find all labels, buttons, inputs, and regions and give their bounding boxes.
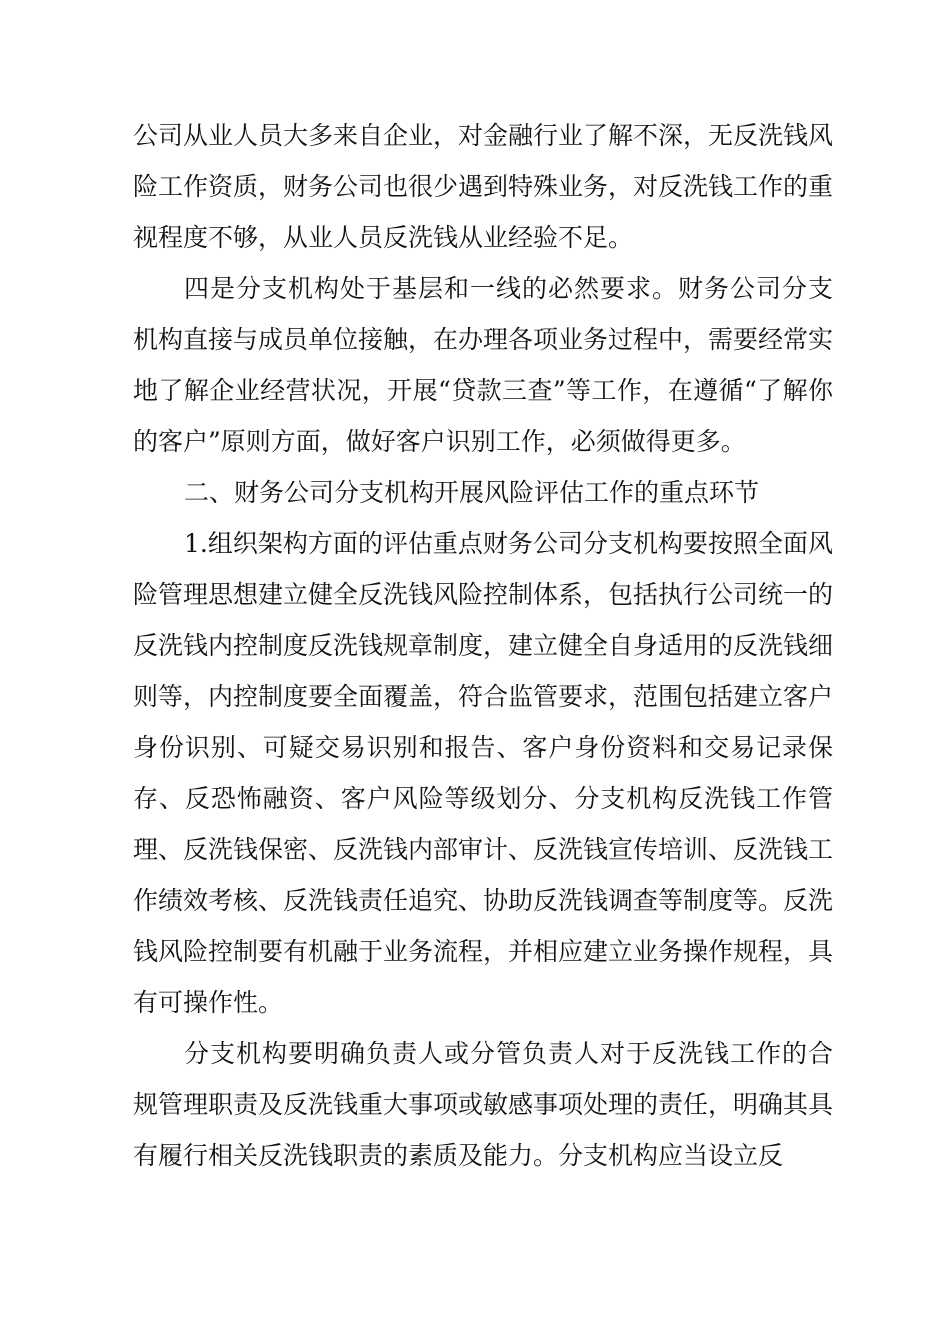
paragraph-branch-requirement: 四是分支机构处于基层和一线的必然要求。财务公司分支机构直接与成员单位接触，在办理各项业务过程中，需要经常实地了解企业经营状况，开展“贷款三查”等工作，在遵循“了解你的客户”原则方面，做好客户识别工作，必须做得更多。 <box>133 274 834 456</box>
document-page <box>133 110 833 1181</box>
section-heading: 二、财务公司分支机构开展风险评估工作的重点环节 <box>184 478 760 507</box>
paragraph-continuation: 公司从业人员大多来自企业，对金融行业了解不深，无反洗钱风险工作资质，财务公司也很少遇到特殊业务，对反洗钱工作的重视程度不够，从业人员反洗钱从业经验不足。 <box>133 121 834 252</box>
paragraph-branch-responsibility: 分支机构要明确负责人或分管负责人对于反洗钱工作的合规管理职责及反洗钱重大事项或敏感事项处理的责任，明确其具有履行相关反洗钱职责的素质及能力。分支机构应当设立反 <box>133 1039 834 1170</box>
paragraph-organization-structure: 1.组织架构方面的评估重点财务公司分支机构要按照全面风险管理思想建立健全反洗钱风险控制体系，包括执行公司统一的反洗钱内控制度反洗钱规章制度，建立健全自身适用的反洗钱细则等，内控制度要全面覆盖，符合监管要求，范围包括建立客户身份识别、可疑交易识别和报告、客户身份资料和交易记录保存、反恐怖融资、客户风险等级划分、分支机构反洗钱工作管理、反洗钱保密、反洗钱内部审计、反洗钱宣传培训、反洗钱工作绩效考核、反洗钱责任追究、协助反洗钱调查等制度等。反洗钱风险控制要有机融于业务流程，并相应建立业务操作规程，具有可操作性。 <box>133 529 834 1017</box>
